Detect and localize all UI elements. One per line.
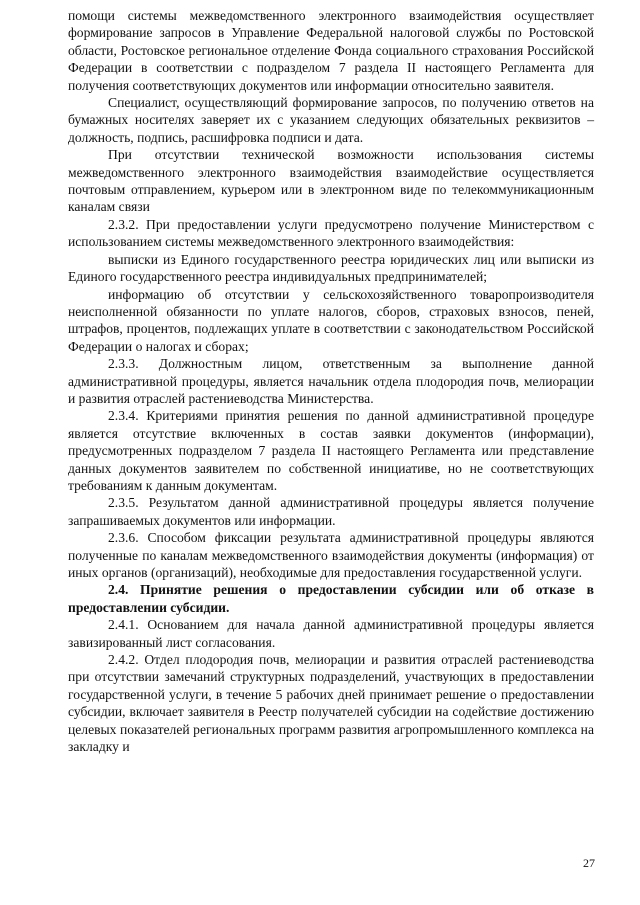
paragraph: информацию об отсутствии у сельскохозяйственного товаропроизводителя неисполненной обязанности по уплате налогов, сборов, страховых взносов, пеней, штрафов, процентов, подлежащих уплате в соответствии с законодательством Российской Федерации о налогах и сборах;	[68, 286, 594, 354]
page-number: 27	[583, 856, 595, 870]
paragraph: 2.3.6. Способом фиксации результата административной процедуры являются полученные по каналам межведомственного взаимодействия документы (информация) от иных органов (организаций), необходимые для предоставления государственной услуги.	[68, 530, 594, 580]
paragraph: При отсутствии технической возможности использования системы межведомственного электронного взаимодействия взаимодействие осуществляется почтовым отправлением, курьером или в электронном виде по телекоммуникационным каналам связи	[68, 147, 594, 215]
paragraph: 2.3.3. Должностным лицом, ответственным за выполнение данной административной процедуры, является начальник отдела плодородия почв, мелиорации и развития отраслей растениеводства Министерства.	[68, 356, 594, 406]
section-heading: 2.4. Принятие решения о предоставлении субсидии или об отказе в предоставлении субсидии.	[68, 582, 594, 615]
paragraph: 2.3.4. Критериями принятия решения по данной административной процедуре является отсутствие включенных в состав заявки документов (информации), предусмотренных подразделом 7 раздела II настоящего Регламента или представление данных документов заявителем по собственной инициативе, но не соответствующих требованиям к данным документам.	[68, 408, 594, 493]
paragraph: 2.3.2. При предоставлении услуги предусмотрено получение Министерством с использованием системы межведомственного электронного взаимодействия:	[68, 216, 594, 250]
paragraph: 2.3.5. Результатом данной административной процедуры является получение запрашиваемых документов или информации.	[68, 495, 594, 528]
paragraph: выписки из Единого государственного реестра юридических лиц или выписки из Единого государственного реестра индивидуальных предпринимателей;	[68, 251, 594, 285]
body-text	[68, 7, 594, 755]
paragraph: помощи системы межведомственного электронного взаимодействия осуществляет формирование запросов в Управление Федеральной налоговой службы по Ростовской области, Ростовское региональное отделение Фонда социального страхования Российской Федерации в соответствии с подразделом 7 раздела II настоящего Регламента для получения соответствующих документов или информации относительно заявителя.	[68, 8, 594, 93]
paragraph: Специалист, осуществляющий формирование запросов, по получению ответов на бумажных носителях заверяет их с указанием следующих обязательных реквизитов – должность, подпись, расшифровка подписи и дата.	[68, 95, 594, 145]
paragraph: 2.4.2. Отдел плодородия почв, мелиорации и развития отраслей растениеводства при отсутствии замечаний структурных подразделений, участвующих в предоставлении государственной услуги, в течение 5 рабочих дней принимает решение о предоставлении субсидии, включает заявителя в Реестр получателей субсидии на содействие достижению целевых показателей региональных программ развития агропромышленного комплекса на закладку и	[68, 652, 594, 755]
paragraph: 2.4.1. Основанием для начала данной административной процедуры является завизированный лист согласования.	[68, 617, 594, 650]
